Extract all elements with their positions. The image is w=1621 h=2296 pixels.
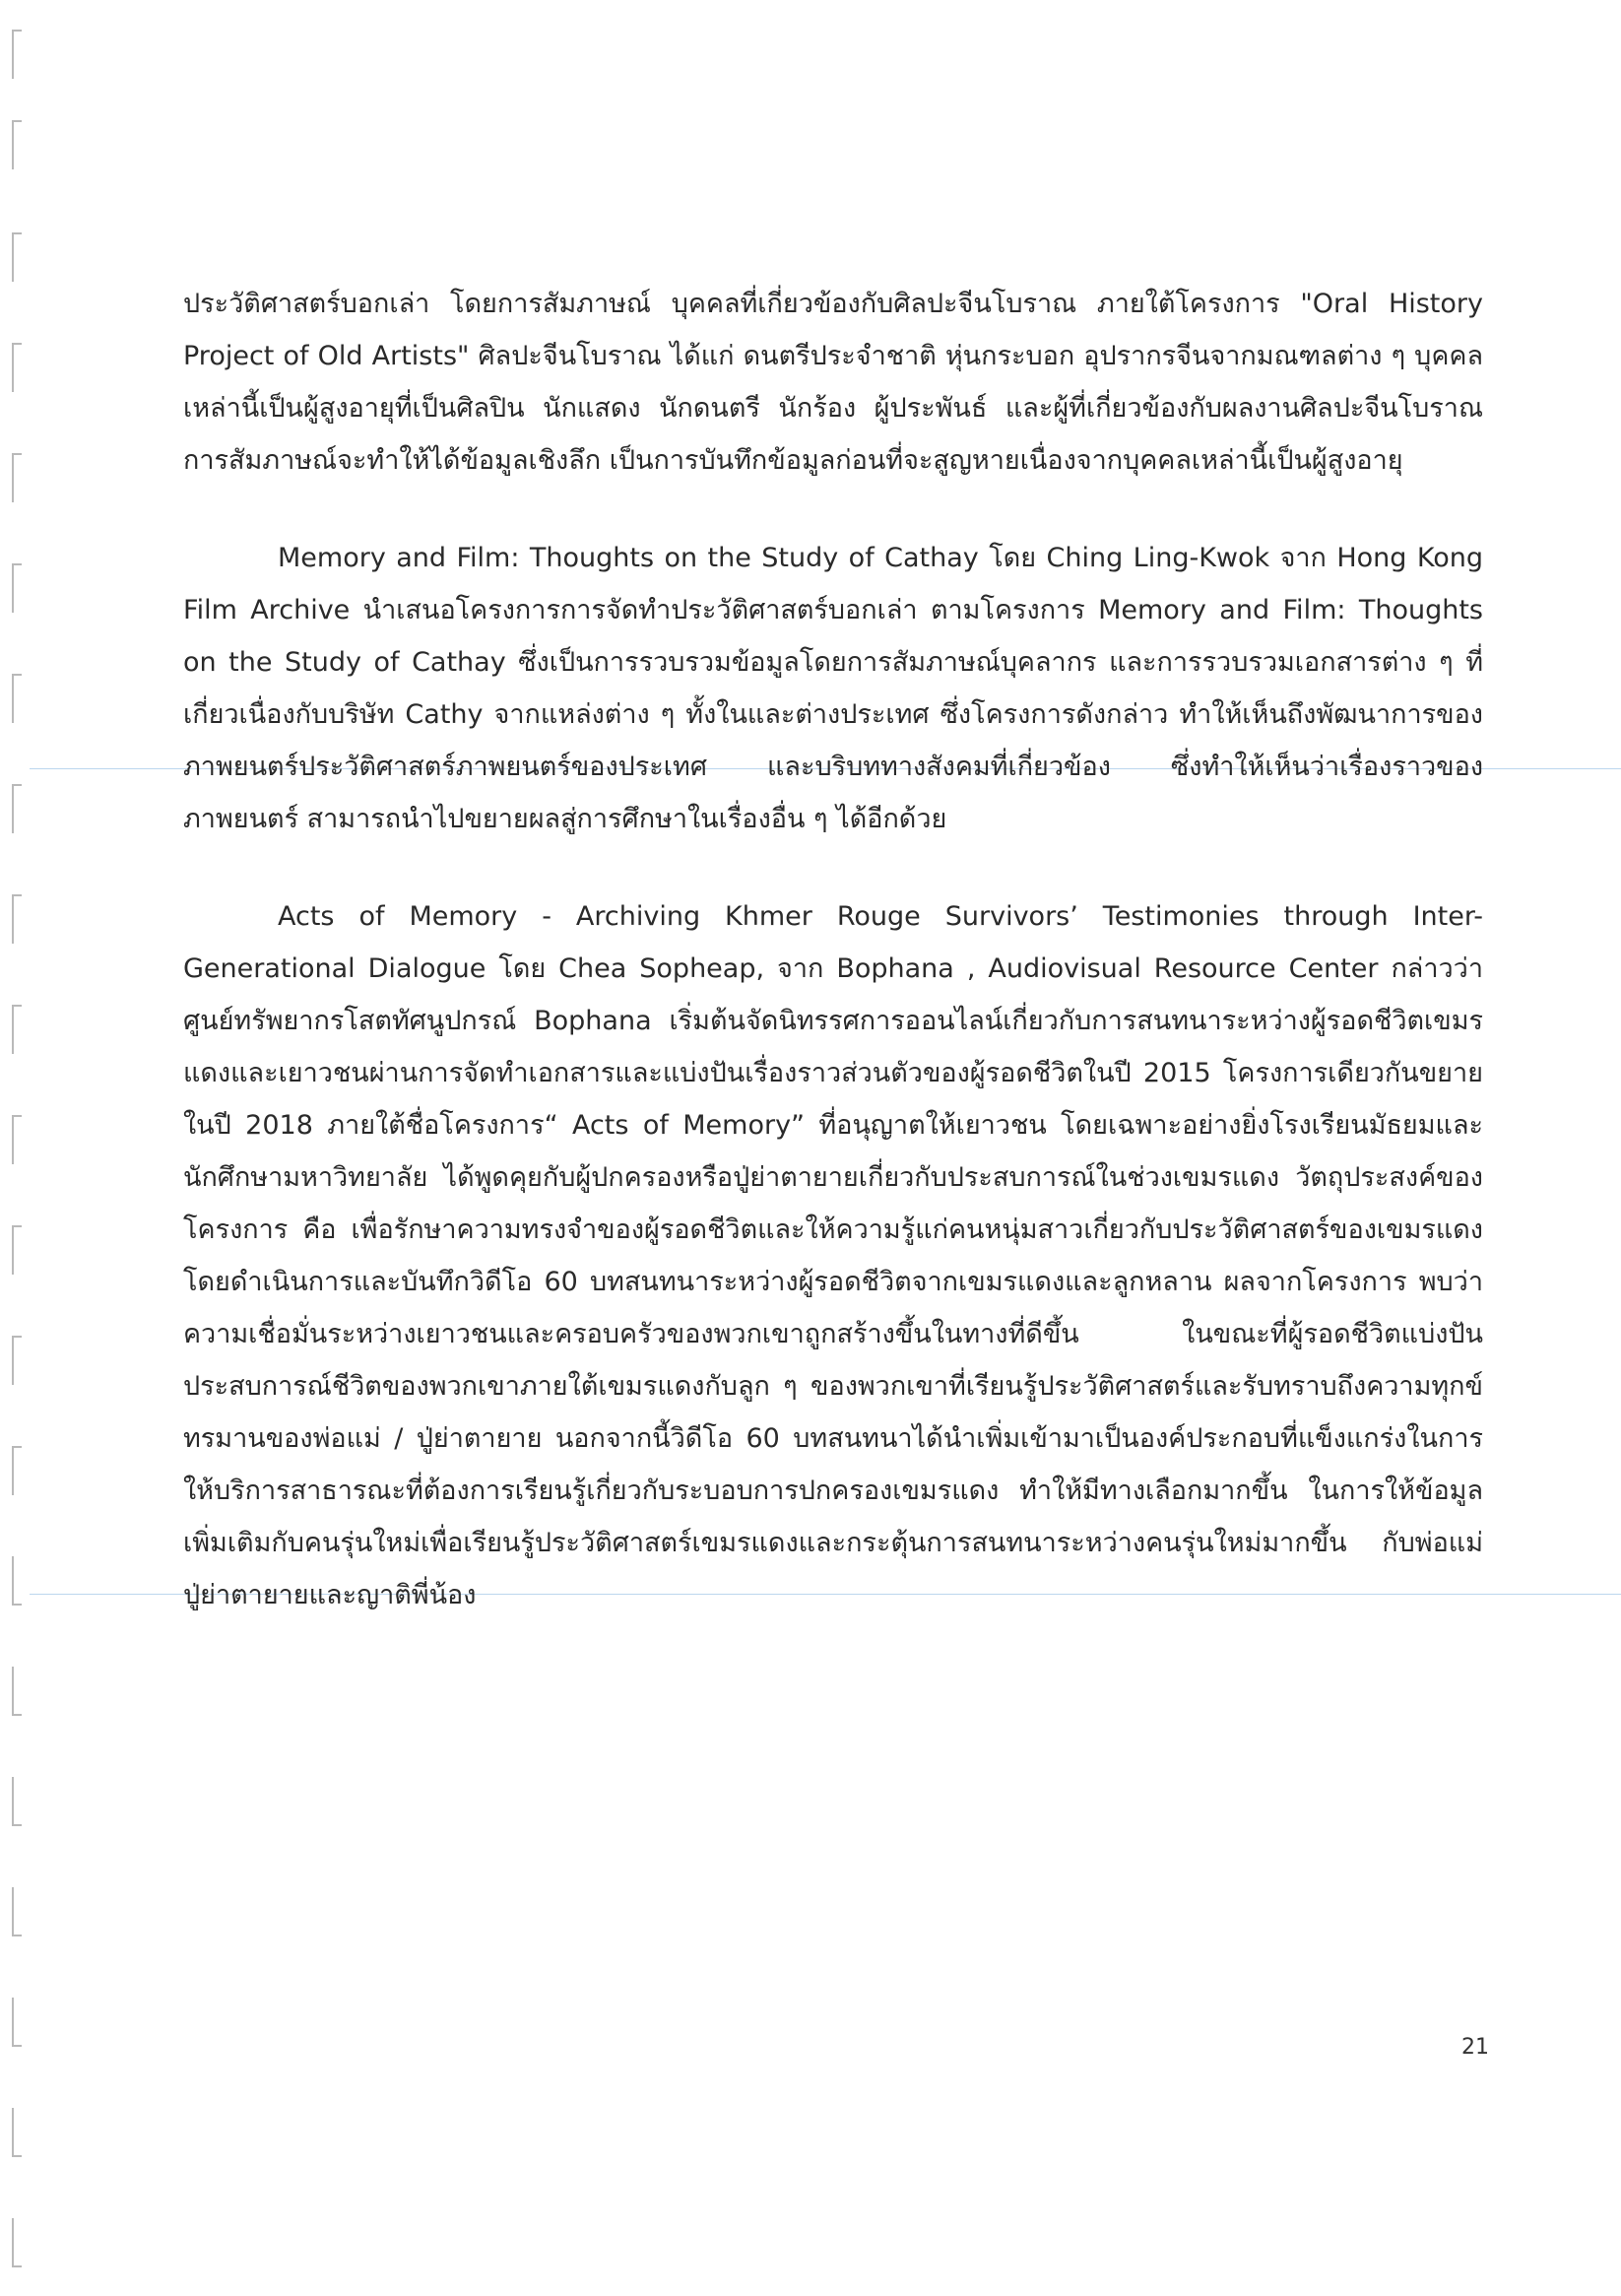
paragraph-memory-and-film: Memory and Film: Thoughts on the Study of Cathay โดย Ching Ling-Kwok จาก Hong Kong Film Archive นำเสนอโครงการการจัดทำประวัติศาสตร์บอกเล่า ตามโครงการ Memory and Film: Thoughts on the Study of Cathay ซึ่งเป็นการรวบรวมข้อมูลโดยการสัมภาษณ์บุคลากร และการรวบรวมเอกสารต่าง ๆ ที่เกี่ยวเนื่องกับบริษัท Cathy จากแหล่งต่าง ๆ ทั้งในและต่างประเทศ ซึ่งโครงการดังกล่าว ทำให้เห็นถึงพัฒนาการของภาพยนตร์ประวัติศาสตร์ภาพยนตร์ของประเทศ และบริบททางสังคมที่เกี่ยวข้อง ซึ่งทำให้เห็นว่าเรื่องราวของภาพยนตร์ สามารถนำไปขยายผลสู่การศึกษาในเรื่องอื่น ๆ ได้อีกด้วย [183, 543, 1483, 834]
binder-mark [12, 784, 22, 833]
binder-mark [12, 1887, 22, 1936]
binder-mark [12, 1446, 22, 1495]
binder-mark [12, 1115, 22, 1164]
binder-mark [12, 2218, 22, 2267]
binder-mark [12, 453, 22, 502]
paragraph-acts-of-memory: Acts of Memory - Archiving Khmer Rouge Survivors’ Testimonies through Inter- Generational Dialogue โดย Chea Sopheap, จาก Bophana , Audiovisual Resource Center กล่าวว่า ศูนย์ทรัพยากรโสตทัศนูปกรณ์ Bophana เริ่มต้นจัดนิทรรศการออนไลน์เกี่ยวกับการสนทนาระหว่างผู้รอดชีวิตเขมรแดงและเยาวชนผ่านการจัดทำเอกสารและแบ่งปันเรื่องราวส่วนตัวของผู้รอดชีวิตในปี 2015 โครงการเดียวกันขยายในปี 2018 ภายใต้ชื่อโครงการ“ Acts of Memory” ที่อนุญาตให้เยาวชน โดยเฉพาะอย่างยิ่งโรงเรียนมัธยมและนักศึกษามหาวิทยาลัย ได้พูดคุยกับผู้ปกครองหรือปู่ย่าตายายเกี่ยวกับประสบการณ์ในช่วงเขมรแดง วัตถุประสงค์ของโครงการ คือ เพื่อรักษาความทรงจำของผู้รอดชีวิตและให้ความรู้แก่คนหนุ่มสาวเกี่ยวกับประวัติศาสตร์ของเขมรแดงโดยดำเนินการและบันทึกวิดีโอ 60 บทสนทนาระหว่างผู้รอดชีวิตจากเขมรแดงและลูกหลาน ผลจากโครงการ พบว่า ความเชื่อมั่นระหว่างเยาวชนและครอบครัวของพวกเขาถูกสร้างขึ้นในทางที่ดีขึ้น ในขณะที่ผู้รอดชีวิตแบ่งปันประสบการณ์ชีวิตของพวกเขาภายใต้เขมรแดงกับลูก ๆ ของพวกเขาที่เรียนรู้ประวัติศาสตร์และรับทราบถึงความทุกข์ทรมานของพ่อแม่ / ปู่ย่าตายาย นอกจากนี้วิดีโอ 60 บทสนทนาได้นำเพิ่มเข้ามาเป็นองค์ประกอบที่แข็งแกร่งในการให้บริการสาธารณะที่ต้องการเรียนรู้เกี่ยวกับระบอบการปกครองเขมรแดง ทำให้มีทางเลือกมากขึ้น ในการให้ข้อมูลเพิ่มเติมกับคนรุ่นใหม่เพื่อเรียนรู้ประวัติศาสตร์เขมรแดงและกระตุ้นการสนทนาระหว่างคนรุ่นใหม่มากขึ้น กับพ่อแม่ปู่ย่าตายายและญาติพี่น้อง [183, 901, 1483, 1610]
binder-mark [12, 30, 22, 79]
page-number: 21 [1461, 2035, 1489, 2060]
binder-mark [12, 1667, 22, 1716]
binder-mark [12, 343, 22, 392]
binder-mark [12, 894, 22, 944]
binder-mark [12, 1336, 22, 1385]
binder-mark [12, 2108, 22, 2157]
binder-mark [12, 232, 22, 282]
paragraph-oral-history: ประวัติศาสตร์บอกเล่า โดยการสัมภาษณ์ บุคคลที่เกี่ยวข้องกับศิลปะจีนโบราณ ภายใต้โครงการ "Oral History Project of Old Artists" ศิลปะจีนโบราณ ได้แก่ ดนตรีประจำชาติ หุ่นกระบอก อุปรากรจีนจากมณฑลต่าง ๆ บุคคลเหล่านี้เป็นผู้สูงอายุที่เป็นศิลปิน นักแสดง นักดนตรี นักร้อง ผู้ประพันธ์ และผู้ที่เกี่ยวข้องกับผลงานศิลปะจีนโบราณ การสัมภาษณ์จะทำให้ได้ข้อมูลเชิงลึก เป็นการบันทึกข้อมูลก่อนที่จะสูญหายเนื่องจากบุคคลเหล่านี้เป็นผู้สูงอายุ [183, 289, 1483, 476]
body-text [183, 278, 1483, 1667]
binder-mark [12, 120, 22, 169]
binder-marks [8, 0, 22, 2296]
binder-mark [12, 1998, 22, 2047]
binder-mark [12, 563, 22, 613]
binder-mark [12, 1777, 22, 1826]
binder-mark [12, 1225, 22, 1275]
binder-mark [12, 1556, 22, 1606]
binder-mark [12, 1005, 22, 1054]
binder-mark [12, 674, 22, 723]
